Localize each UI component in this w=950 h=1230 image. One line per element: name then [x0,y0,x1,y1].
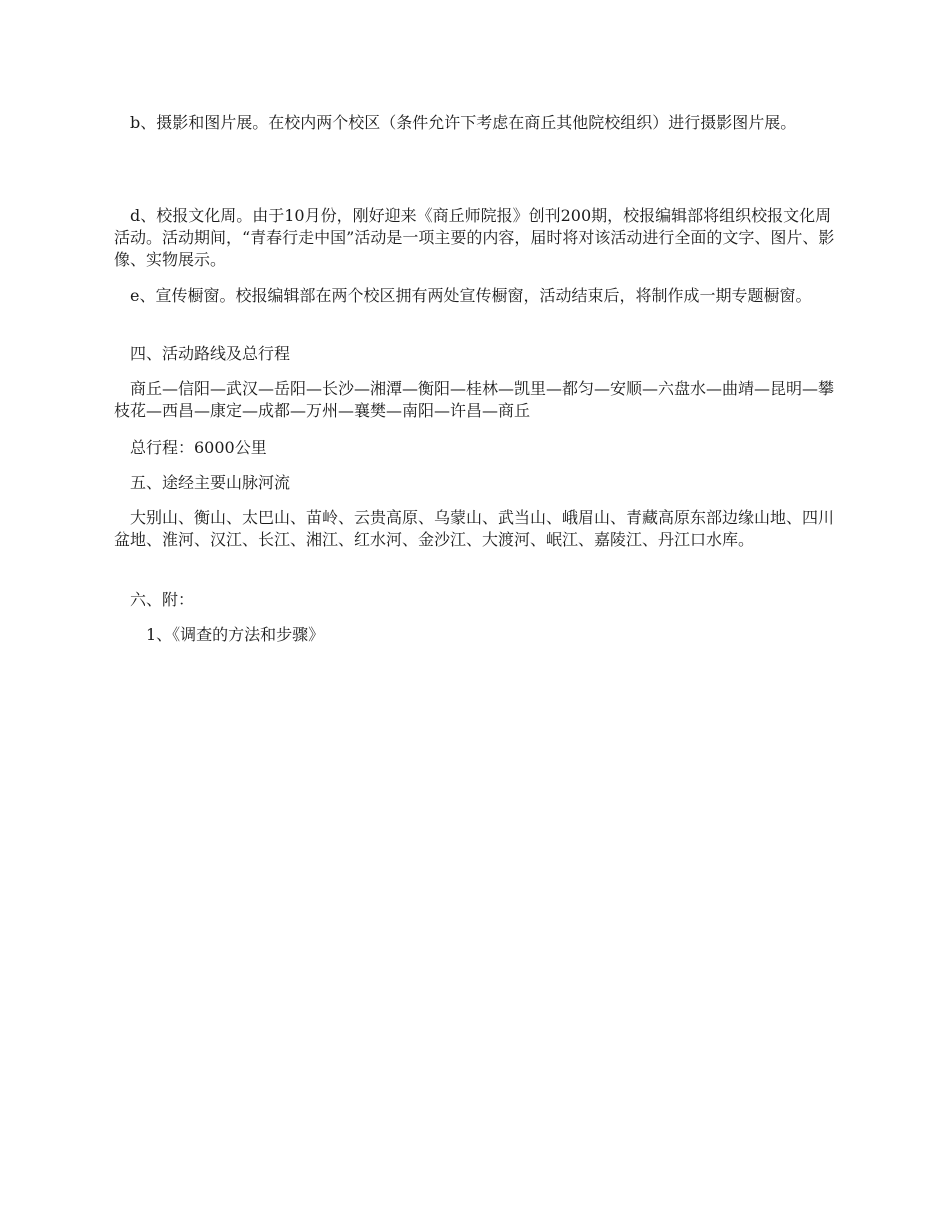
paragraph-total-distance: 总行程：6000公里 [130,438,267,457]
section-heading-mountains-rivers: 五、途经主要山脉河流 [130,473,291,492]
paragraph-mountains-rivers: 大别山、衡山、太巴山、苗岭、云贵高原、乌蒙山、武当山、峨眉山、青藏高原东部边缘山地、四川盆地、淮河、汉江、长江、湘江、红水河、金沙江、大渡河、岷江、嘉陵江、丹江口水库。 [114,508,835,549]
paragraph-newspaper-culture-week: d、校报文化周。由于10月份，刚好迎来《商丘师院报》创刊200期，校报编辑部将组织校报文化周活动。活动期间，“青春行走中国”活动是一项主要的内容，届时将对该活动进行全面的文字、图片、影像、实物展示。 [114,206,835,269]
paragraph-route-list: 商丘—信阳—武汉—岳阳—长沙—湘潭—衡阳—桂林—凯里—都匀—安顺—六盘水—曲靖—昆明—攀枝花—西昌—康定—成都—万州—襄樊—南阳—许昌—商丘 [114,379,835,420]
appendix-item-1: 1、《调查的方法和步骤》 [146,625,325,644]
section-heading-route: 四、活动路线及总行程 [130,344,291,363]
section-heading-appendix: 六、附： [130,590,195,609]
paragraph-photo-exhibition: b、摄影和图片展。在校内两个校区（条件允许下考虑在商丘其他院校组织）进行摄影图片展。 [130,113,797,132]
paragraph-publicity-window: e、宣传橱窗。校报编辑部在两个校区拥有两处宣传橱窗，活动结束后，将制作成一期专题橱窗。 [130,286,812,305]
